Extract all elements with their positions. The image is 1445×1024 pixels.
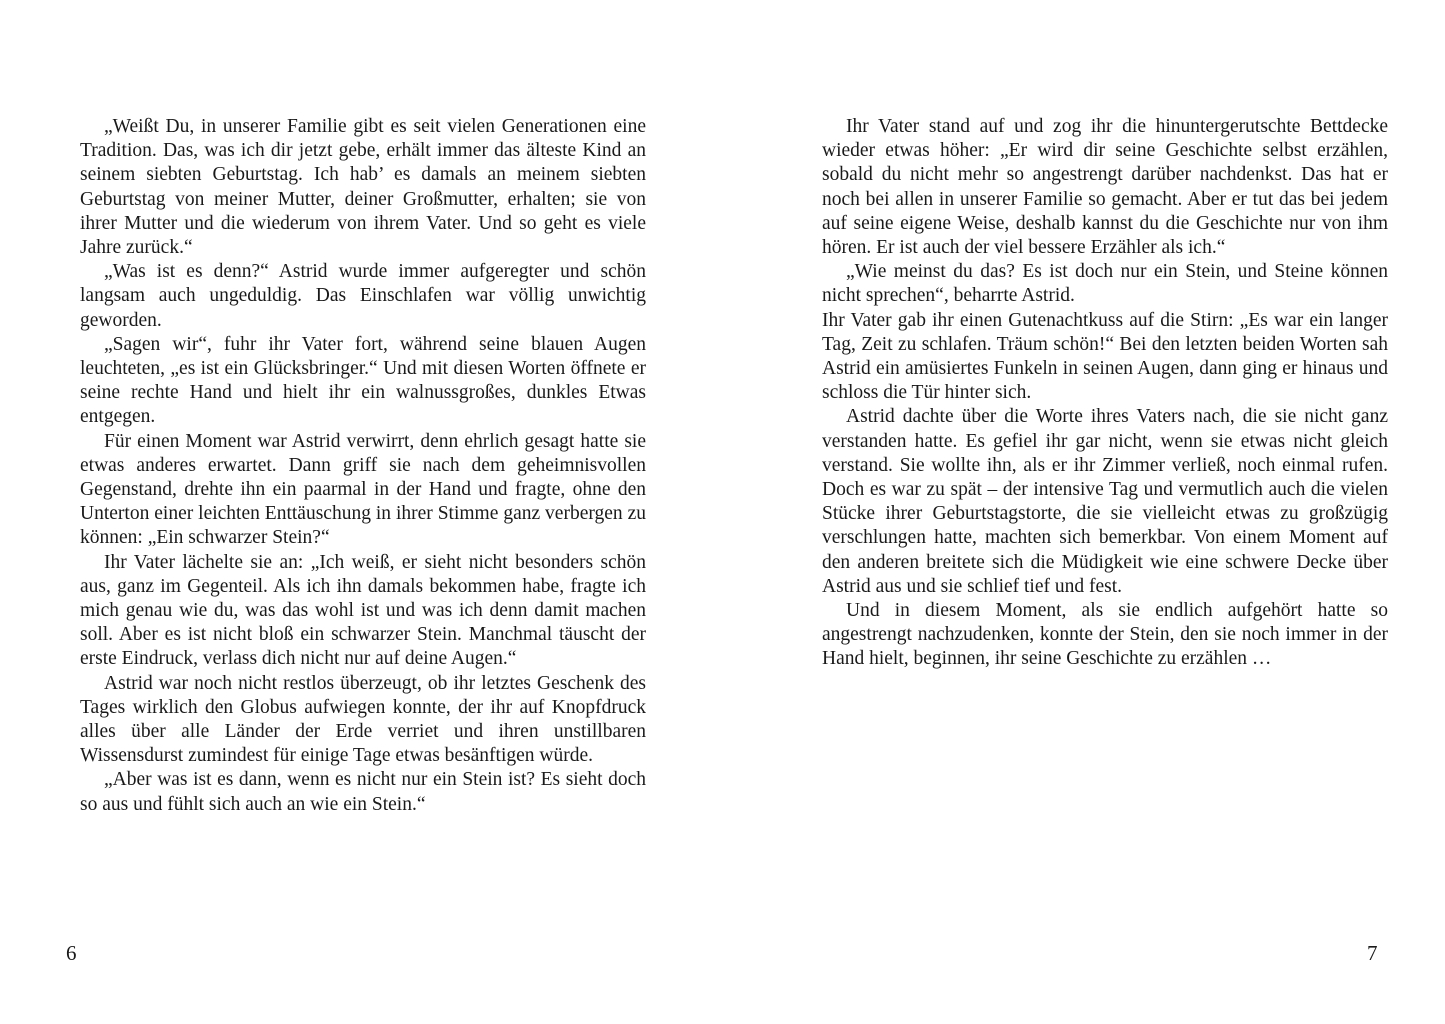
right-page [722, 0, 1444, 1024]
page-number-left: 6 [66, 941, 77, 965]
right-page-text [822, 115, 1388, 672]
left-page-text [80, 115, 646, 817]
paragraph: Und in diesem Moment, als sie endlich aufgehört hatte so angestrengt nachzudenken, konnte der Stein, den sie noch immer in der Hand hielt, beginnen, ihr seine Geschichte zu erzählen … [822, 600, 1388, 670]
paragraph: „Weißt Du, in unserer Familie gibt es seit vielen Generationen eine Tradition. Das, was ich dir jetzt gebe, erhält immer das älteste Kind an seinem siebten Geburtstag. Ich hab’ es damals an meinem siebten Geburtstag von meiner Mutter, deiner Großmutter, erhalten; sie von ihrer Mutter und die wiederum von ihrem Vater. Und so geht es viele Jahre zurück.“ [80, 116, 646, 259]
paragraph: „Wie meinst du das? Es ist doch nur ein Stein, und Steine können nicht sprechen“, beharrte Astrid. [822, 261, 1388, 307]
left-page [0, 0, 722, 1024]
paragraph: Für einen Moment war Astrid verwirrt, denn ehrlich gesagt hatte sie etwas anderes erwartet. Dann griff sie nach dem geheimnisvollen Gegenstand, drehte ihn ein paarmal in der Hand und fragte, ohne den Unterton einer leichten Enttäuschung in ihrer Stimme ganz verbergen zu können: „Ein schwarzer Stein?“ [80, 430, 646, 549]
paragraph: „Was ist es denn?“ Astrid wurde immer aufgeregter und schön langsam auch ungeduldig. Das Einschlafen war völlig unwichtig geworden. [80, 261, 646, 331]
paragraph: Ihr Vater gab ihr einen Gutenachtkuss auf die Stirn: „Es war ein langer Tag, Zeit zu schlafen. Träum schön!“ Bei den letzten beiden Worten sah Astrid ein amüsiertes Funkeln in seinen Augen, dann ging er hinaus und schloss die Tür hinter sich. [822, 309, 1388, 404]
paragraph: „Aber was ist es dann, wenn es nicht nur ein Stein ist? Es sieht doch so aus und fühlt sich auch an wie ein Stein.“ [80, 769, 646, 815]
paragraph: Ihr Vater lächelte sie an: „Ich weiß, er sieht nicht besonders schön aus, ganz im Gegenteil. Als ich ihn damals bekommen habe, fragte ich mich genau wie du, was das wohl ist und was ich denn damit machen soll. Aber es ist nicht bloß ein schwarzer Stein. Manchmal täuscht der erste Eindruck, verlass dich nicht nur auf deine Augen.“ [80, 551, 646, 670]
paragraph: Astrid dachte über die Worte ihres Vaters nach, die sie nicht ganz verstanden hatte. Es gefiel ihr gar nicht, wenn sie etwas nicht gleich verstand. Sie wollte ihn, als er ihr Zimmer verließ, noch einmal rufen. Doch es war zu spät – der intensive Tag und vermutlich auch die vielen Stücke ihrer Geburtstagstorte, die sie vielleicht etwas zu großzügig verschlungen hatte, machten sich bemerkbar. Von einem Moment auf den anderen breitete sich die Müdigkeit wie eine schwere Decke über Astrid aus und sie schlief tief und fest. [822, 406, 1388, 597]
paragraph: Astrid war noch nicht restlos überzeugt, ob ihr letztes Geschenk des Tages wirklich den Globus aufwiegen konnte, der ihr auf Knopfdruck alles über alle Länder der Erde verriet und ihren unstillbaren Wissensdurst zumindest für einige Tage etwas besänftigen würde. [80, 672, 646, 767]
paragraph: „Sagen wir“, fuhr ihr Vater fort, während seine blauen Augen leuchteten, „es ist ein Glücksbringer.“ Und mit diesen Worten öffnete er seine rechte Hand und hielt ihr ein walnussgroßes, dunkles Etwas entgegen. [80, 333, 646, 428]
page-number-right: 7 [1367, 941, 1378, 965]
paragraph: Ihr Vater stand auf und zog ihr die hinuntergerutschte Bettdecke wieder etwas höher: „Er wird dir seine Geschichte selbst erzählen, sobald du nicht mehr so angestrengt darüber nachdenkst. Das hat er noch bei allen in unserer Familie so gemacht. Aber er tut das bei jedem auf seine eigene Weise, deshalb kannst du die Geschichte nur von ihm hören. Er ist auch der viel bessere Erzähler als ich.“ [822, 116, 1388, 259]
